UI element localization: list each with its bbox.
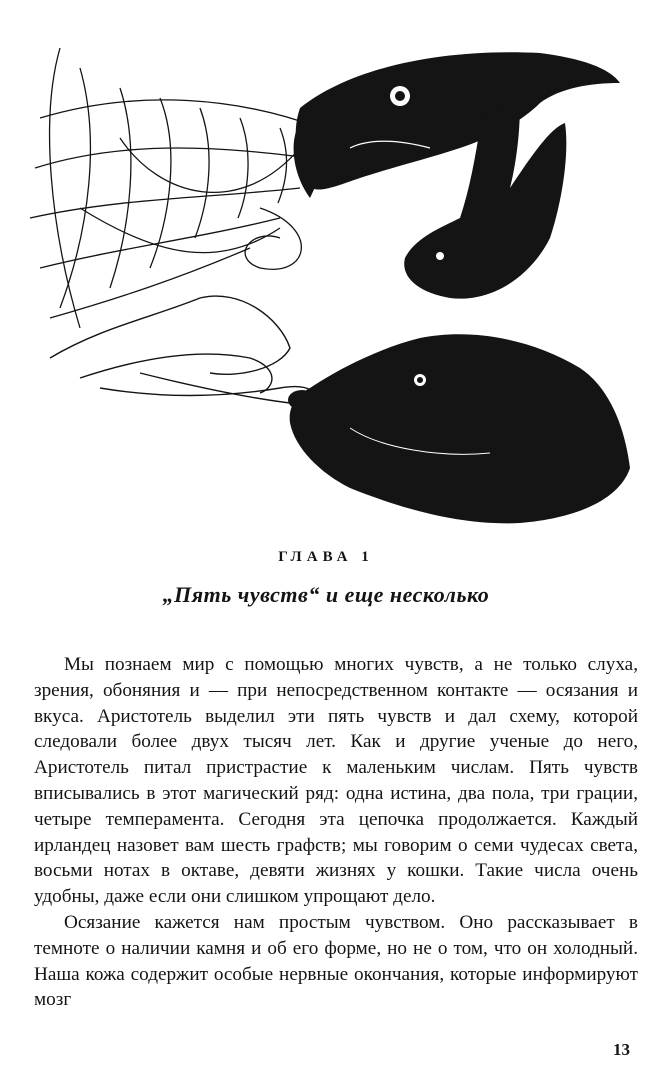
paragraph: Осязание кажется нам простым чувством. Оно рассказывает в темноте о наличии камня и об его форме, но не о том, что он холодный. Наша кожа содержит особые нервные окончания, которые информируют мозг <box>34 911 638 1011</box>
eagle-head <box>294 52 620 198</box>
page-number: 13 <box>613 1040 630 1059</box>
chapter-label: ГЛАВА 1 <box>278 549 374 565</box>
body-text <box>34 652 638 1013</box>
chapter-title: „Пять чувств“ и еще несколько <box>162 582 490 607</box>
dog-head <box>288 334 630 523</box>
sound-wave-lines <box>30 48 320 328</box>
scent-cloud-lines <box>50 296 314 403</box>
paragraph: Мы познаем мир с помощью многих чувств, а не только слуха, зрения, обоняния и — при непосредственном контакте — осязания и вкуса. Аристотель выделил эти пять чувств и дал схему, которой следовали более двух тысяч лет. Как и другие ученые до него, Аристотель питал пристрастие к маленьким числам. Пять чувств вписывались в этот магический ряд: одна истина, два пола, три грации, четыре темперамента. Сегодня эта цепочка продолжается. Каждый ирландец назовет вам шесть графств; мы говорим о семи чудесах света, восьми нотах в октаве, девяти жизнях у кошки. Такие числа очень удобны, даже если они слишком упрощают дело. <box>34 654 638 908</box>
animal-heads-drawing <box>20 28 640 528</box>
chapter-illustration <box>20 28 640 528</box>
